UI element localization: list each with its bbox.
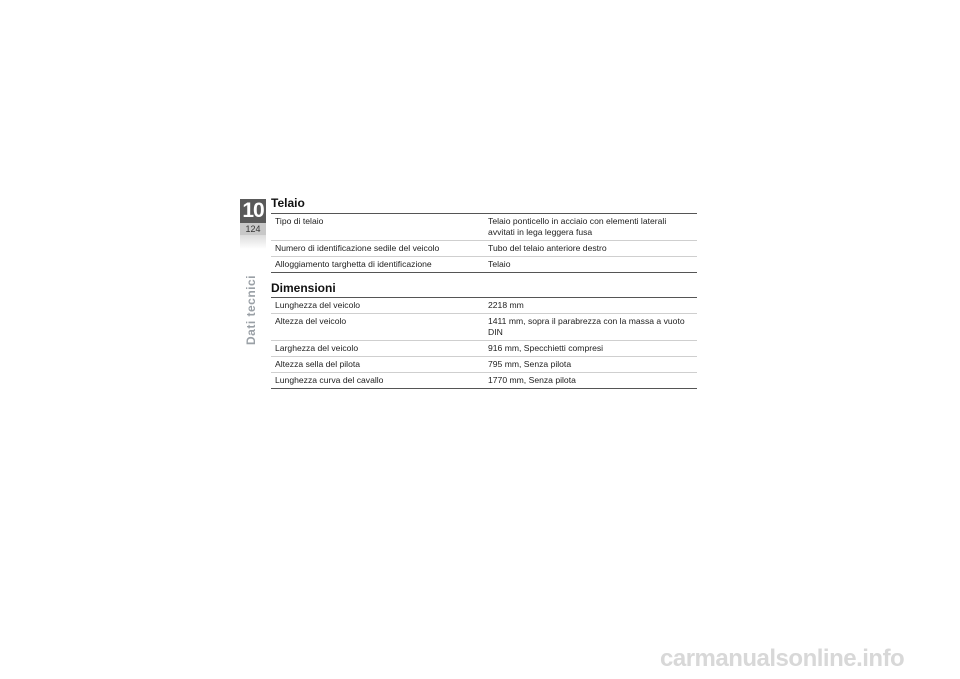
- table-row: [271, 257, 697, 273]
- row-label: Altezza sella del pilota: [271, 357, 484, 373]
- table-row: [271, 357, 697, 373]
- tab-gradient: [240, 235, 266, 249]
- page-number: 124: [240, 223, 266, 235]
- table-row: [271, 314, 697, 341]
- section-title-telaio: Telaio: [271, 196, 305, 210]
- table-row: [271, 341, 697, 357]
- table-row: [271, 298, 697, 314]
- row-value: 2218 mm: [484, 298, 697, 314]
- chapter-tab: [240, 199, 266, 249]
- table-row: [271, 373, 697, 389]
- row-value: 916 mm, Specchietti compresi: [484, 341, 697, 357]
- table-row: [271, 214, 697, 241]
- row-value: 1770 mm, Senza pilota: [484, 373, 697, 389]
- row-label: Alloggiamento targhetta di identificazione: [271, 257, 484, 273]
- watermark: carmanualsonline.info: [660, 645, 905, 672]
- row-value: Tubo del telaio anteriore destro: [484, 241, 697, 257]
- row-value: Telaio: [484, 257, 697, 273]
- section-title-dimensioni: Dimensioni: [271, 281, 336, 295]
- chapter-number: 10: [240, 199, 266, 223]
- row-label: Numero di identificazione sedile del veicolo: [271, 241, 484, 257]
- chapter-side-label: Dati tecnici: [244, 274, 258, 345]
- row-value: Telaio ponticello in acciaio con elementi laterali avvitati in lega leggera fusa: [484, 214, 697, 241]
- row-value: 1411 mm, sopra il parabrezza con la massa a vuoto DIN: [484, 314, 697, 341]
- telaio-table: [271, 213, 697, 273]
- row-label: Lunghezza del veicolo: [271, 298, 484, 314]
- table-row: [271, 241, 697, 257]
- dimensioni-table: [271, 297, 697, 389]
- row-label: Tipo di telaio: [271, 214, 484, 241]
- row-label: Lunghezza curva del cavallo: [271, 373, 484, 389]
- row-label: Larghezza del veicolo: [271, 341, 484, 357]
- row-label: Altezza del veicolo: [271, 314, 484, 341]
- row-value: 795 mm, Senza pilota: [484, 357, 697, 373]
